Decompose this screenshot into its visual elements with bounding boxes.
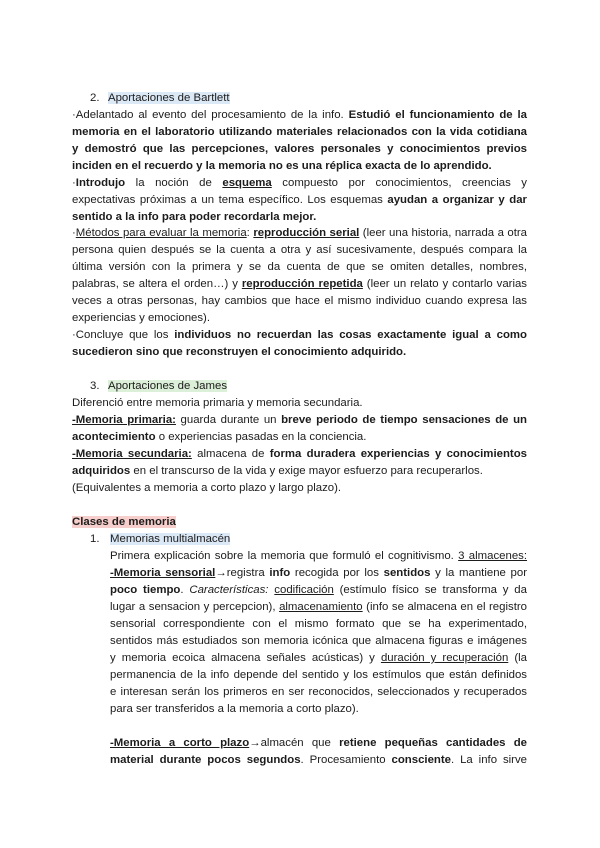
text-run: 2.	[90, 92, 100, 104]
text-line	[72, 311, 527, 325]
text-line	[110, 736, 527, 750]
text-run: palabras, se altera el orden…) y	[72, 278, 242, 290]
text-line	[90, 532, 100, 546]
text-run: compuesto por conocimientos, creencias y	[271, 177, 527, 189]
text-run: o experiencias pasadas en la conciencia.	[155, 431, 367, 443]
text-run: sentido a la info para poder recordarla mejor.	[72, 211, 317, 223]
text-line	[110, 532, 230, 546]
text-run: -Memoria primaria:	[72, 414, 176, 426]
text-run: reproducción repetida	[241, 278, 363, 290]
text-line	[72, 430, 527, 444]
text-run: memoria en el laboratorio utilizando materiales relacionados con la vida cotidiana	[72, 126, 527, 138]
text-run: reproducción serial	[253, 227, 360, 239]
text-run: (info se almacena en el registro	[362, 601, 527, 613]
text-run: ayudan a organizar y dar	[387, 194, 527, 206]
text-run: . La info sirve	[451, 754, 527, 766]
text-run: Métodos para evaluar la memoria	[75, 227, 247, 239]
text-run: Diferenció entre memoria primaria y memoria secundaria.	[72, 397, 363, 409]
text-line	[72, 159, 527, 173]
text-run: ·	[72, 227, 76, 239]
text-line	[72, 447, 527, 461]
text-run: esquema	[222, 177, 272, 189]
text-line	[72, 396, 527, 410]
text-run: (leer un relato y contarlo varias	[362, 278, 528, 290]
text-run: (leer una historia, narrada a otra	[359, 227, 527, 239]
text-run: duración y recuperación	[380, 652, 509, 664]
text-line	[72, 243, 527, 257]
text-run: Clases de memoria	[72, 516, 176, 528]
text-run: :	[246, 227, 254, 239]
text-line	[110, 600, 527, 614]
text-run: lugar a sensacion y percepcion),	[110, 601, 280, 613]
text-run: Memorias multialmacén	[110, 533, 231, 545]
text-line	[72, 515, 176, 529]
text-line	[72, 413, 527, 427]
text-run: acontecimiento	[72, 431, 156, 443]
text-line	[108, 91, 230, 105]
text-line	[72, 108, 527, 122]
text-run: (la	[508, 652, 528, 664]
text-run: en el transcurso de la vida y exige mayor esfuerzo para recuperarlos.	[130, 465, 483, 477]
text-run: sucedieron sino que reconstruyen el conocimiento adquirido.	[72, 346, 407, 358]
text-run: material durante pocos segundos	[110, 754, 301, 766]
text-run: sensorial correspondiente con el mismo formato que se ha experimentado,	[110, 618, 527, 630]
text-run: sentidos	[383, 567, 431, 579]
text-line	[90, 379, 100, 393]
text-run: última versión con la primera y se da cuenta de que se omiten detalles, nombres,	[72, 261, 527, 273]
text-run: codificación	[274, 584, 334, 596]
text-run: permanencia de la info depende del sentido y los estímulos que están definidos	[110, 669, 527, 681]
text-run: 3.	[90, 380, 100, 392]
text-run: -Memoria secundaria:	[72, 448, 192, 460]
text-run: poco tiempo	[110, 584, 181, 596]
text-line	[110, 702, 527, 716]
text-run: retiene pequeñas cantidades de	[339, 737, 528, 749]
text-line	[110, 617, 527, 631]
text-run: sentidos más estudiados son memoria icónica que almacena figuras e imágenes	[110, 635, 527, 647]
text-run: almacenamiento	[279, 601, 363, 613]
text-run: 3 almacenes:	[458, 550, 528, 562]
text-run: e interesan serán los primeros en ser reconocidos, seleccionados y recuperados	[110, 686, 527, 698]
text-line	[72, 464, 527, 478]
text-run: recogida por los	[290, 567, 384, 579]
text-run: Características:	[189, 584, 269, 596]
text-run: y demostró que las percepciones, valores personales y conocimientos previos	[72, 143, 527, 155]
text-line	[72, 210, 527, 224]
text-run: guarda durante un	[175, 414, 282, 426]
text-line	[110, 753, 527, 767]
text-line	[72, 260, 527, 274]
text-run: →almacén que	[249, 737, 340, 749]
text-run: Primera explicación sobre la memoria que formuló el cognitivismo.	[110, 550, 459, 562]
text-run: Estudió el funcionamiento de la	[348, 109, 527, 121]
text-run: (Equivalentes a memoria a corto plazo y largo plazo).	[72, 482, 342, 494]
text-run: breve periodo de tiempo sensaciones de un	[281, 414, 527, 426]
text-line	[72, 193, 527, 207]
text-line	[110, 685, 527, 699]
text-line	[72, 328, 527, 342]
text-line	[72, 226, 527, 240]
text-line	[72, 125, 527, 139]
text-line	[72, 481, 527, 495]
text-run: Introdujo	[75, 177, 126, 189]
text-run: adquiridos	[72, 465, 131, 477]
text-line	[110, 634, 527, 648]
text-run: para ser transferidos a la memoria a corto plazo).	[110, 703, 359, 715]
text-run: persona quien después se la cuenta a otra y así sucesivamente, después compara la	[72, 244, 527, 256]
text-line	[110, 668, 527, 682]
text-line	[72, 277, 527, 291]
text-run: (estímulo físico se transforma y da	[333, 584, 527, 596]
text-run: individuos no recuerdan las cosas exactamente igual a como	[174, 329, 527, 341]
text-run: almacena de	[191, 448, 270, 460]
text-run: la noción de	[125, 177, 223, 189]
text-line	[110, 651, 527, 665]
text-line	[110, 549, 527, 563]
text-run: ·Concluye que los	[72, 329, 175, 341]
text-run: y la mantiene por	[430, 567, 527, 579]
text-line	[72, 176, 527, 190]
text-line	[72, 294, 527, 308]
text-run: expectativas próximas a un tema específico. Los esquemas	[72, 194, 388, 206]
text-line	[72, 345, 527, 359]
text-line	[110, 583, 527, 597]
text-line	[110, 566, 527, 580]
text-run: experiencias y emociones).	[72, 312, 211, 324]
text-run: info	[269, 567, 291, 579]
text-run: . Procesamiento	[300, 754, 392, 766]
text-line	[108, 379, 227, 393]
text-line	[72, 142, 527, 156]
text-run: -Memoria a corto plazo	[110, 737, 250, 749]
text-run: Aportaciones de Bartlett	[108, 92, 230, 104]
text-run: 1.	[90, 533, 100, 545]
text-run: Aportaciones de James	[108, 380, 228, 392]
text-run: -Memoria sensorial	[110, 567, 216, 579]
text-run: forma duradera experiencias y conocimientos	[269, 448, 527, 460]
text-run: inciden en el recuerdo y la memoria no es una réplica exacta de lo aprendido.	[72, 160, 492, 172]
text-run: .	[180, 584, 190, 596]
text-line	[90, 91, 100, 105]
text-run: →registra	[215, 567, 270, 579]
text-run: veces a otras personas, hay cambios que hace el mismo individuo cuando expresa las	[72, 295, 527, 307]
text-run: ·Adelantado al evento del procesamiento de la info.	[72, 109, 349, 121]
text-run: ·	[72, 177, 76, 189]
text-run: y memoria ecoica almacena señales acústicas) y	[110, 652, 381, 664]
text-run: consciente	[391, 754, 452, 766]
